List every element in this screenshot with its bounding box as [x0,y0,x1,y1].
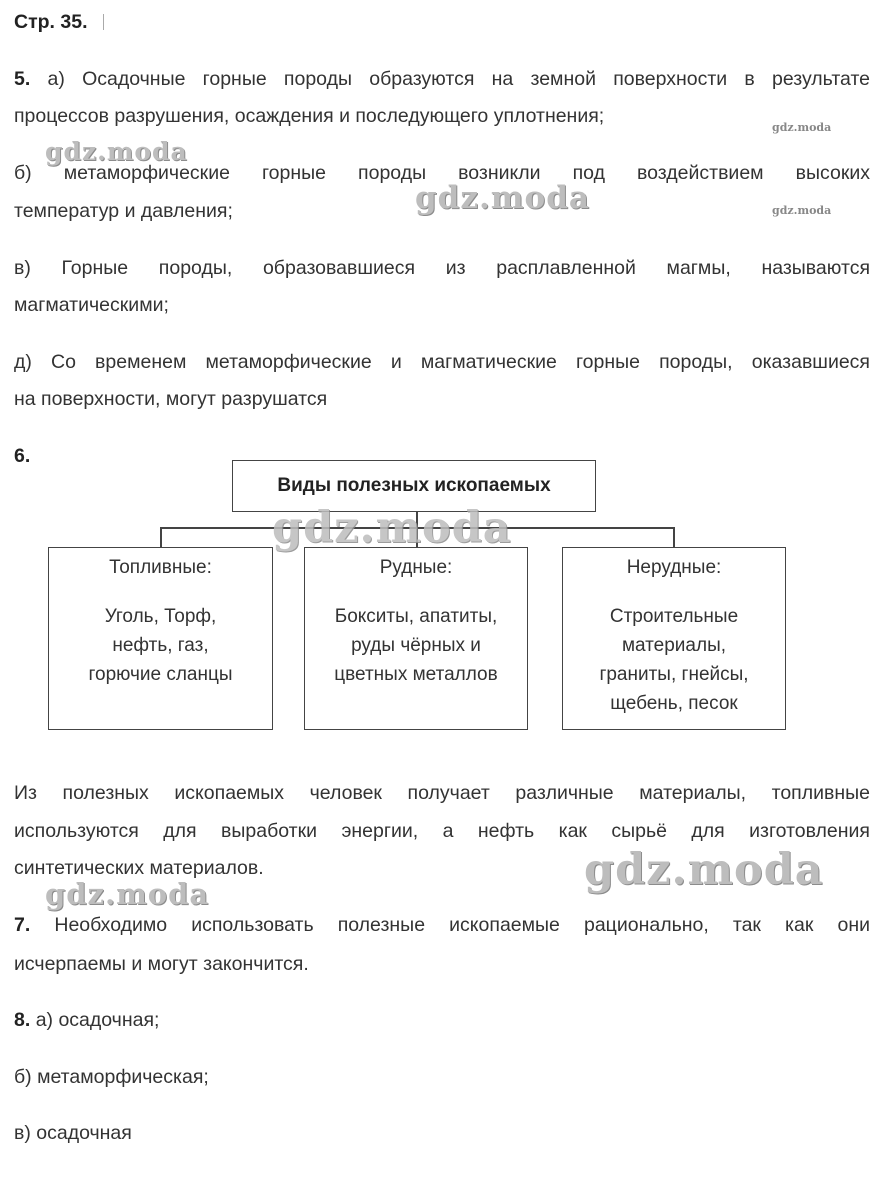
category-item: материалы, [621,635,727,656]
category-box-fuel [48,547,273,730]
q5-number: 5. [14,68,31,90]
category-title: Нерудные: [626,557,722,578]
watermark: gdz.moda [45,137,188,166]
category-item: щебень, песок [610,693,738,714]
page-header: Стр. 35. [14,11,88,33]
q7-number: 7. [14,914,31,936]
q6-text-line3: синтетических материалов. [14,857,264,879]
watermark: gdz.moda [45,877,210,911]
diagram-connector-right [673,527,675,547]
q5-a-line2: процессов разрушения, осаждения и последующего уплотнения; [14,105,605,127]
category-title: Рудные: [379,557,453,578]
watermark: gdz.moda [772,121,832,134]
category-box-ore [304,547,528,730]
text-cursor [103,14,104,30]
diagram-root-label: Виды полезных ископаемых [277,475,551,496]
q5-d-line1: д) Со временем метаморфические и магматические горные породы, оказавшиеся [14,351,870,373]
q6-text-line2: используются для выработки энергии, а нефть как сырьё для изготовления [14,820,870,842]
category-item: Строительные [609,606,739,627]
diagram-connector-left [160,527,162,547]
q6-text-line1: Из полезных ископаемых человек получает различные материалы, топливные [14,782,870,804]
q5-v-line2: магматическими; [14,294,169,316]
q8-v: в) осадочная [14,1122,132,1144]
category-title: Топливные: [109,557,212,578]
watermark: gdz.moda [584,845,824,895]
watermark: gdz.moda [772,204,832,217]
watermark: gdz.moda [415,180,590,216]
category-item: горючие сланцы [88,664,233,685]
q8-b: б) метаморфическая; [14,1066,209,1088]
q5-b-line1: б) метаморфические горные породы возникли под воздействием высоких [14,162,870,184]
category-item: граниты, гнейсы, [599,664,749,685]
q7-line2: исчерпаемы и могут закончится. [14,953,309,975]
q8-a: 8. а) осадочная; [14,1009,160,1031]
category-item: нефть, газ, [112,635,209,656]
q8-number: 8. [14,1009,31,1031]
category-item: руды чёрных и [351,635,481,656]
category-box-nonmetallic [562,547,786,730]
q5-a-line1: 5. а) Осадочные горные породы образуются на земной поверхности в результате [14,68,871,90]
category-item: цветных металлов [334,664,498,685]
category-item: Уголь, Торф, [104,606,217,627]
q5-d-line2: на поверхности, могут разрушатся [14,388,328,410]
q7-line1: 7. Необходимо использовать полезные ископаемые рационально, так как они [14,914,870,936]
q5-b-line2: температур и давления; [14,200,233,222]
q5-v-line1: в) Горные породы, образовавшиеся из расплавленной магмы, называются [14,257,870,279]
q6-number: 6. [14,445,31,467]
category-item: Бокситы, апатиты, [334,606,498,627]
watermark: gdz.moda [272,503,512,553]
